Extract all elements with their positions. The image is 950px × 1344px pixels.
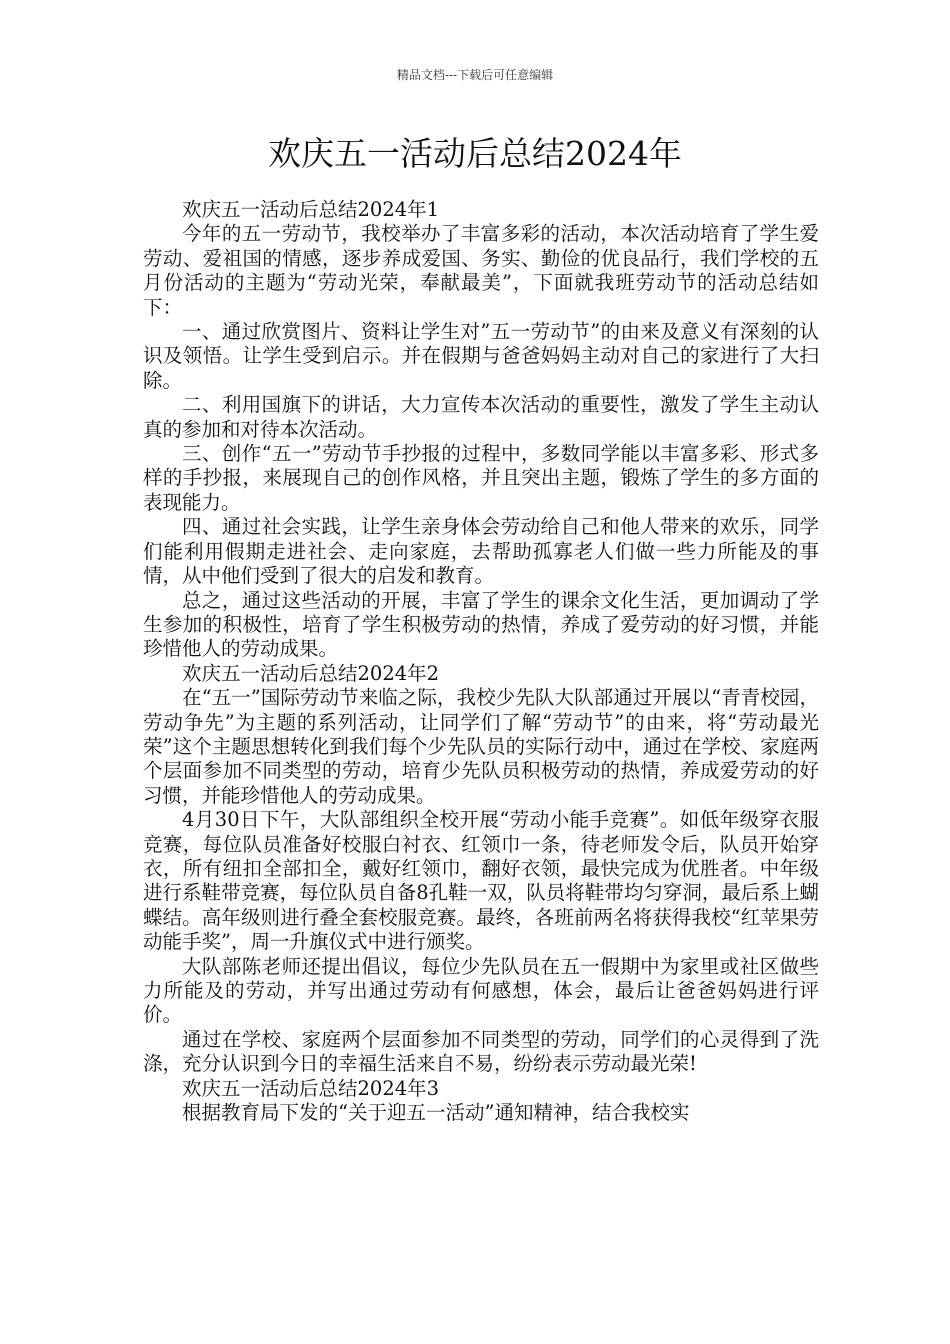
paragraph: 二、利用国旗下的讲话，大力宣传本次活动的重要性，激发了学生主动认真的参加和对待本次活动。 [143, 393, 819, 441]
header-note: 精品文档---下载后可任意编辑 [396, 68, 554, 82]
paragraph: 总之，通过这些活动的开展，丰富了学生的课余文化生活，更加调动了学生参加的积极性，培育了学生积极劳动的热情，养成了爱劳动的好习惯，并能珍惜他人的劳动成果。 [143, 588, 819, 661]
paragraph: 三、创作“五一”劳动节手抄报的过程中，多数同学能以丰富多彩、形式多样的手抄报，来展现自己的创作风格，并且突出主题，锻炼了学生的多方面的表现能力。 [143, 442, 819, 514]
paragraph: 通过在学校、家庭两个层面参加不同类型的劳动，同学们的心灵得到了洗涤，充分认识到今日的幸福生活来自不易，纷纷表示劳动最光荣! [143, 1027, 819, 1076]
paragraph: 大队部陈老师还提出倡议，每位少先队员在五一假期中为家里或社区做些力所能及的劳动，并写出通过劳动有何感想，体会，最后让爸爸妈妈进行评价。 [143, 954, 819, 1027]
paragraph: 在“五一”国际劳动节来临之际，我校少先队大队部通过开展以“青青校园，劳动争先”为主题的系列活动，让同学们了解“劳动节”的由来，将“劳动最光荣”这个主题思想转化到我们每个少先队员的实际行动中，通过在学校、家庭两个层面参加不同类型的劳动，培育少先队员积极劳动的热情，养成爱劳动的好习惯，并能珍惜他人的劳动成果。 [143, 686, 819, 807]
document-body [143, 198, 819, 1125]
paragraph: 一、通过欣赏图片、资料让学生对”五一劳动节”的由来及意义有深刻的认识及领悟。让学生受到启示。并在假期与爸爸妈妈主动对自己的家进行了大扫除。 [143, 320, 819, 392]
paragraph: 四、通过社会实践，让学生亲身体会劳动给自己和他人带来的欢乐，同学们能利用假期走进社会、走向家庭，去帮助孤寡老人们做一些力所能及的事情，从中他们受到了很大的启发和教育。 [143, 515, 819, 588]
section-heading-1: 欢庆五一活动后总结2024年1 [182, 198, 440, 221]
paragraph: 4月30日下午，大队部组织全校开展“劳动小能手竞赛”。如低年级穿衣服竞赛，每位队员准备好校服白衬衣、红领巾一条，待老师发令后，队员开始穿衣，所有纽扣全部扣全，戴好红领巾，翻好衣领，最快完成为优胜者。中年级进行系鞋带竞赛，每位队员自备8孔鞋一双，队员将鞋带均匀穿洞，最后系上蝴蝶结。高年级则进行叠全套校服竞赛。最终，各班前两名将获得我校“红苹果劳动能手奖”，周一升旗仪式中进行颁奖。 [143, 808, 819, 954]
section-heading-2: 欢庆五一活动后总结2024年2 [182, 661, 440, 685]
paragraph: 今年的五一劳动节，我校举办了丰富多彩的活动，本次活动培育了学生爱劳动、爱祖国的情感，逐步养成爱国、务实、勤俭的优良品行，我们学校的五月份活动的主题为“劳动光荣，奉献最美”，下面就我班劳动节的活动总结如下： [143, 222, 819, 319]
section-heading-3: 欢庆五一活动后总结2024年3 [182, 1076, 440, 1100]
document-title: 欢庆五一活动后总结2024年 [268, 134, 682, 173]
paragraph: 根据教育局下发的“关于迎五一活动”通知精神，结合我校实 [182, 1101, 690, 1125]
